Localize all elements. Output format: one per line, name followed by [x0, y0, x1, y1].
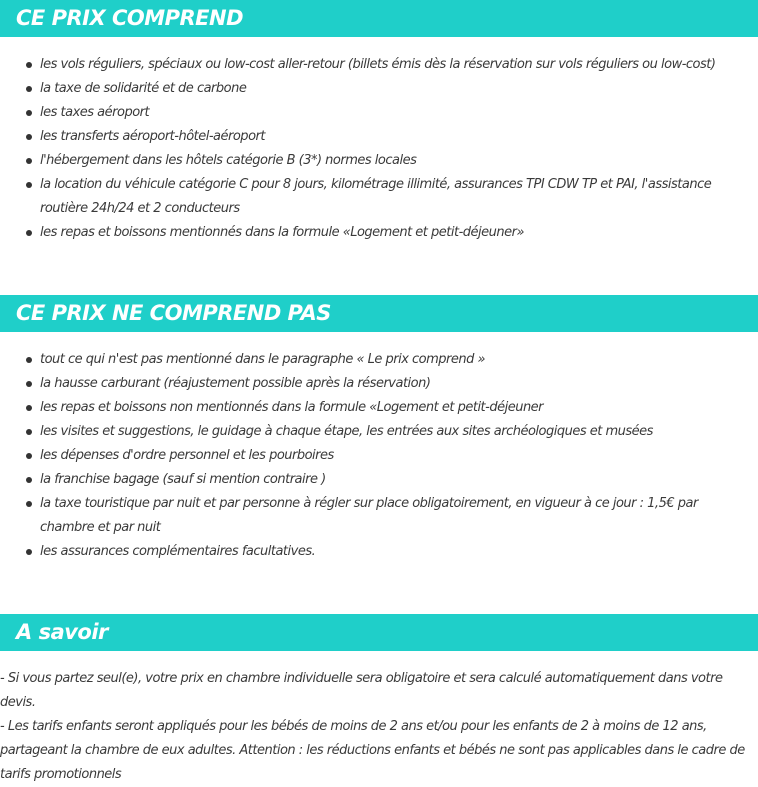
list-item [0, 372, 758, 396]
list-item [0, 492, 758, 540]
savoir-paragraph: - Si vous partez seul(e), votre prix en chambre individuelle sera obligatoire et sera calculé automatiquement dans votre devis. [0, 671, 723, 710]
bullet-icon [26, 405, 32, 411]
list-item [0, 53, 758, 77]
bullet-icon [26, 477, 32, 483]
bullet-icon [26, 501, 32, 507]
list-item [0, 444, 758, 468]
list-item [0, 396, 758, 420]
list-item-text: la taxe touristique par nuit et par personne à régler sur place obligatoirement, en vigueur à ce jour : 1,5€ par chambre et par nuit [40, 496, 698, 535]
section-title-included: CE PRIX COMPREND [0, 0, 758, 37]
list-item-text: tout ce qui n'est pas mentionné dans le paragraphe « Le prix comprend » [40, 352, 486, 367]
bullet-icon [26, 134, 32, 140]
savoir-paragraph: - Les tarifs enfants seront appliqués pour les bébés de moins de 2 ans et/ou pour les enfants de 2 à moins de 12 ans, partageant la chambre de eux adultes. Attention : les réductions enfants et bébés ne sont pas applicables dans le cadre de tarifs promotionnels [0, 719, 745, 782]
list-item-text: les visites et suggestions, le guidage à chaque étape, les entrées aux sites archéologiques et musées [40, 424, 653, 439]
list-item-text: les taxes aéroport [40, 105, 150, 120]
list-item [0, 420, 758, 444]
list-item-text: les dépenses d'ordre personnel et les pourboires [40, 448, 334, 463]
list-item-text: la hausse carburant (réajustement possible après la réservation) [40, 376, 431, 391]
bullet-icon [26, 110, 32, 116]
included-list [0, 53, 758, 245]
bullet-icon [26, 230, 32, 236]
list-item [0, 101, 758, 125]
list-item-text: les repas et boissons non mentionnés dans la formule «Logement et petit-déjeuner [40, 400, 544, 415]
list-item [0, 173, 758, 221]
bullet-icon [26, 549, 32, 555]
list-item-text: les assurances complémentaires facultatives. [40, 544, 316, 559]
list-item-text: les repas et boissons mentionnés dans la formule «Logement et petit-déjeuner» [40, 225, 524, 240]
list-item [0, 348, 758, 372]
bullet-icon [26, 429, 32, 435]
section-title-excluded: CE PRIX NE COMPREND PAS [0, 295, 758, 332]
savoir-body [0, 667, 758, 787]
list-item-text: la taxe de solidarité et de carbone [40, 81, 247, 96]
list-item-text: l'hébergement dans les hôtels catégorie B (3*) normes locales [40, 153, 417, 168]
list-item [0, 540, 758, 564]
list-item [0, 77, 758, 101]
list-item-text: la location du véhicule catégorie C pour 8 jours, kilométrage illimité, assurances TPI CDW TP et PAI, l'assistance routière 24h/24 et 2 conducteurs [40, 177, 712, 216]
list-item [0, 149, 758, 173]
list-item [0, 221, 758, 245]
bullet-icon [26, 381, 32, 387]
bullet-icon [26, 453, 32, 459]
list-item [0, 468, 758, 492]
list-item-text: les transferts aéroport-hôtel-aéroport [40, 129, 265, 144]
list-item-text: les vols réguliers, spéciaux ou low-cost aller-retour (billets émis dès la réservation sur vols réguliers ou low-cost) [40, 57, 716, 72]
bullet-icon [26, 182, 32, 188]
bullet-icon [26, 62, 32, 68]
excluded-list [0, 348, 758, 564]
bullet-icon [26, 86, 32, 92]
bullet-icon [26, 357, 32, 363]
bullet-icon [26, 158, 32, 164]
section-title-savoir: A savoir [0, 614, 758, 651]
list-item-text: la franchise bagage (sauf si mention contraire ) [40, 472, 326, 487]
list-item [0, 125, 758, 149]
